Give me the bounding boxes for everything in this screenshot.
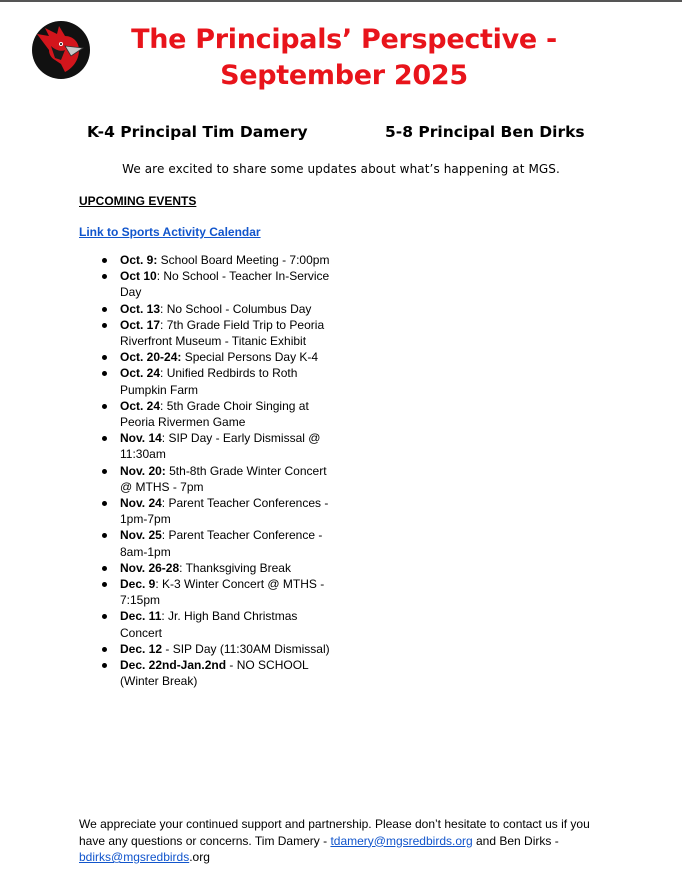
event-description: : No School - Teacher In-Service Day xyxy=(120,269,330,300)
event-description: : No School - Columbus Day xyxy=(160,301,312,316)
footer-text-before: We appreciate your continued support and partnership. Please don’t hesitate to contact us if you have any questions or concerns. Tim Damery - xyxy=(79,817,590,848)
event-date: Dec. 9 xyxy=(120,577,156,592)
event-item xyxy=(100,608,330,640)
event-date: Dec. 11 xyxy=(120,609,162,624)
event-description: - NO SCHOOL (Winter Break) xyxy=(120,658,309,689)
event-description: 5th-8th Grade Winter Concert @ MTHS - 7pm xyxy=(120,463,327,494)
event-item xyxy=(100,463,330,495)
event-description: : SIP Day - Early Dismissal @ 11:30am xyxy=(120,431,321,462)
event-description: - SIP Day (11:30AM Dismissal) xyxy=(162,641,330,656)
page-title xyxy=(96,22,592,94)
sports-calendar-link[interactable]: Link to Sports Activity Calendar xyxy=(79,225,261,239)
event-item xyxy=(100,527,330,559)
event-item xyxy=(100,495,330,527)
event-date: Nov. 20: xyxy=(120,463,166,478)
event-item xyxy=(100,252,330,268)
event-date: Dec. 22nd-Jan.2nd xyxy=(120,658,227,673)
event-item xyxy=(100,349,330,365)
event-item xyxy=(100,560,330,576)
email-link-bdirks[interactable]: bdirks@mgsredbirds xyxy=(79,850,190,864)
event-description: School Board Meeting - 7:00pm xyxy=(157,253,330,267)
event-item xyxy=(100,641,330,657)
event-date: Oct. 17 xyxy=(120,317,161,332)
email-link-tdamery[interactable]: tdamery@mgsredbirds.org xyxy=(330,833,473,848)
footer-text-end: .org xyxy=(189,850,210,864)
event-date: Oct. 24 xyxy=(120,366,161,381)
event-item xyxy=(100,398,330,430)
event-description: : Thanksgiving Break xyxy=(179,560,291,575)
principal-k4: K-4 Principal Tim Damery xyxy=(87,123,308,141)
events-list xyxy=(100,252,330,689)
event-item xyxy=(100,365,330,397)
event-description: : Jr. High Band Christmas Concert xyxy=(120,609,298,640)
event-date: Nov. 26-28 xyxy=(120,560,180,575)
event-item xyxy=(100,657,330,689)
footer-text-middle: and Ben Dirks - xyxy=(472,833,559,848)
event-item xyxy=(100,576,330,608)
title-line-2: September 2025 xyxy=(220,60,468,91)
event-description: Special Persons Day K-4 xyxy=(181,350,319,365)
event-date: Dec. 12 xyxy=(120,641,163,656)
event-item xyxy=(100,430,330,462)
event-item xyxy=(100,317,330,349)
event-description: : Parent Teacher Conferences - 1pm-7pm xyxy=(120,496,329,527)
event-date: Oct. 9: xyxy=(120,253,158,267)
event-item xyxy=(100,301,330,317)
intro-text: We are excited to share some updates about what’s happening at MGS. xyxy=(122,162,560,176)
event-description: : K-3 Winter Concert @ MTHS - 7:15pm xyxy=(120,577,325,608)
page-top-border xyxy=(0,0,682,2)
event-date: Oct 10 xyxy=(120,269,157,284)
event-date: Oct. 20-24: xyxy=(120,350,182,365)
event-item xyxy=(100,268,330,300)
cardinal-logo-icon xyxy=(31,20,91,80)
event-date: Nov. 24 xyxy=(120,496,162,511)
event-date: Oct. 13 xyxy=(120,301,161,316)
event-date: Nov. 25 xyxy=(120,528,162,543)
principals-row xyxy=(0,123,682,147)
event-description: : Parent Teacher Conference - 8am-1pm xyxy=(120,528,323,559)
upcoming-events-heading: UPCOMING EVENTS xyxy=(79,194,197,208)
event-date: Nov. 14 xyxy=(120,431,162,446)
event-date: Oct. 24 xyxy=(120,398,161,413)
event-description: : Unified Redbirds to Roth Pumpkin Farm xyxy=(120,366,298,397)
footer-text xyxy=(79,816,619,866)
principal-5-8: 5-8 Principal Ben Dirks xyxy=(385,123,585,141)
title-line-1: The Principals’ Perspective - xyxy=(131,24,557,55)
event-description: : 5th Grade Choir Singing at Peoria Rivermen Game xyxy=(120,398,309,430)
event-description: : 7th Grade Field Trip to Peoria Riverfront Museum - Titanic Exhibit xyxy=(120,317,325,349)
